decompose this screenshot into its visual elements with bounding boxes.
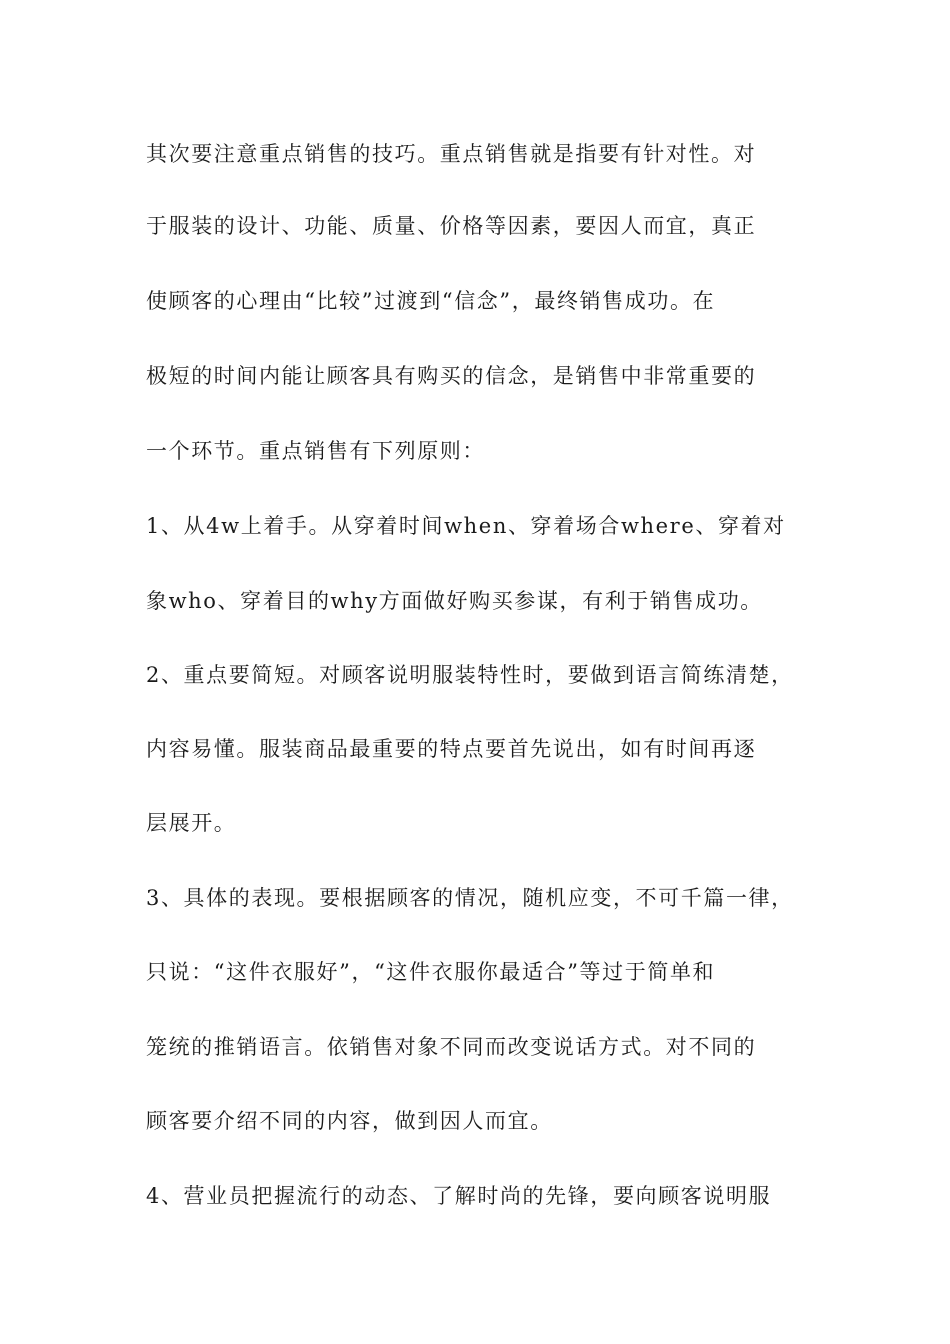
list-item-3-line: 3、具体的表现。要根据顾客的情况，随机应变，不可千篇一律， [146, 886, 794, 910]
text-line: 一个环节。重点销售有下列原则： [146, 439, 485, 463]
list-item-1-line: 象who、穿着目的why方面做好购买参谋，有利于销售成功。 [146, 589, 763, 613]
list-item-1-line: 1、从4w上着手。从穿着时间when、穿着场合where、穿着对 [146, 514, 786, 538]
list-item-2-line: 内容易懂。服装商品最重要的特点要首先说出，如有时间再逐 [146, 737, 757, 761]
text-line: 极短的时间内能让顾客具有购买的信念，是销售中非常重要的 [146, 364, 757, 388]
list-item-2-line: 2、重点要简短。对顾客说明服装特性时，要做到语言简练清楚， [146, 663, 794, 687]
list-item-3-line: 只说：“这件衣服好”，“这件衣服你最适合”等过于简单和 [146, 960, 716, 984]
list-item-4-line: 4、营业员把握流行的动态、了解时尚的先锋，要向顾客说明服 [146, 1184, 772, 1208]
list-item-2-line: 层展开。 [146, 811, 237, 835]
text-line: 于服装的设计、功能、质量、价格等因素，要因人而宜，真正 [146, 214, 757, 238]
list-item-3-line: 笼统的推销语言。依销售对象不同而改变说话方式。对不同的 [146, 1035, 757, 1059]
text-line: 其次要注意重点销售的技巧。重点销售就是指要有针对性。对 [146, 142, 757, 166]
text-line: 使顾客的心理由“比较”过渡到“信念”，最终销售成功。在 [146, 289, 716, 313]
list-item-3-line: 顾客要介绍不同的内容，做到因人而宜。 [146, 1109, 553, 1133]
